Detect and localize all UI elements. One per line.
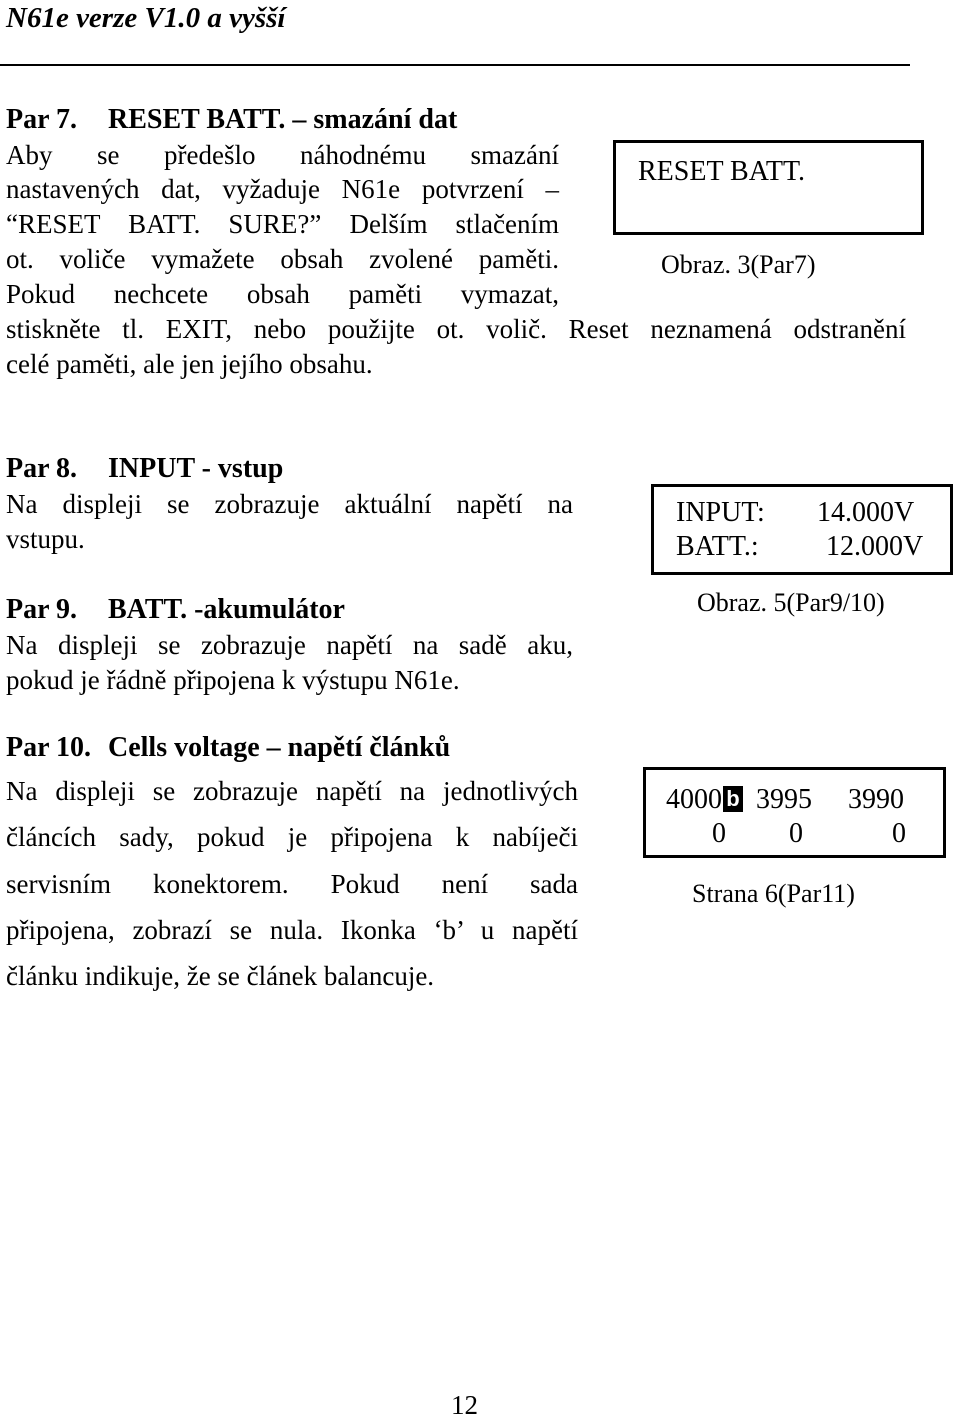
- batt-value: 12.000V: [826, 531, 924, 562]
- par7-heading: [6, 104, 457, 136]
- par8-number: Par 8.: [6, 453, 78, 484]
- balance-icon: b: [723, 786, 743, 812]
- cell-voltage-2: 3995: [756, 784, 812, 815]
- input-label: INPUT:: [676, 497, 765, 528]
- par7-line-1: Aby se předešlo náhodnému smazání: [6, 140, 559, 170]
- cells-voltage-display: [643, 767, 946, 858]
- par10-line-4: připojena, zobrazí se nula. Ikonka ‘b’ u napětí: [6, 915, 578, 945]
- par7-figure-caption: Obraz. 3(Par7): [661, 250, 816, 279]
- par8-heading: [6, 453, 283, 485]
- reset-batt-display: [613, 140, 924, 235]
- par7-line-3: “RESET BATT. SURE?” Delším stlačením: [6, 209, 559, 239]
- par10-figure-caption: Strana 6(Par11): [692, 879, 855, 908]
- cell-voltage-1: [666, 784, 743, 816]
- par9-number: Par 9.: [6, 594, 78, 625]
- reset-batt-display-text: RESET BATT.: [638, 156, 805, 187]
- par9-line-2: pokud je řádně připojena k výstupu N61e.: [6, 665, 460, 695]
- par9-title: BATT. -akumulátor: [108, 594, 345, 625]
- cell-voltage-1-value: 4000: [666, 784, 722, 815]
- input-batt-display: [651, 484, 953, 575]
- par7-line-2: nastavených dat, vyžaduje N61e potvrzení –: [6, 174, 559, 204]
- par10-line-1: Na displeji se zobrazuje napětí na jednotlivých: [6, 776, 578, 806]
- par8-line-2: vstupu.: [6, 524, 85, 554]
- par9-line-1: Na displeji se zobrazuje napětí na sadě aku,: [6, 630, 573, 660]
- par7-line-6: stiskněte tl. EXIT, nebo použijte ot. volič. Reset neznamená odstranění: [6, 314, 906, 344]
- par10-number: Par 10.: [6, 732, 92, 763]
- par10-line-5: článku indikuje, že se článek balancuje.: [6, 961, 435, 991]
- cell-voltage-3: 3990: [848, 784, 904, 815]
- cell-row2-1: 0: [712, 818, 726, 849]
- par9-figure-caption: Obraz. 5(Par9/10): [697, 588, 885, 617]
- par7-number: Par 7.: [6, 104, 78, 135]
- par10-heading: [6, 732, 450, 764]
- par7-line-4: ot. voliče vymažete obsah zvolené paměti.: [6, 244, 559, 274]
- batt-label: BATT.:: [676, 531, 759, 562]
- par10-line-2: článcích sady, pokud je připojena k nabíječi: [6, 822, 578, 852]
- input-value: 14.000V: [817, 497, 915, 528]
- cell-row2-2: 0: [789, 818, 803, 849]
- header-divider: [0, 64, 910, 66]
- par7-title: RESET BATT. – smazání dat: [108, 104, 458, 135]
- par7-line-7: celé paměti, ale jen jejího obsahu.: [6, 349, 373, 379]
- par8-line-1: Na displeji se zobrazuje aktuální napětí na: [6, 489, 573, 519]
- par8-title: INPUT - vstup: [108, 453, 284, 484]
- page-header-title: N61e verze V1.0 a vyšší: [6, 2, 286, 34]
- cell-row2-3: 0: [892, 818, 906, 849]
- page-number: 12: [451, 1390, 478, 1420]
- par10-line-3: servisním konektorem. Pokud není sada: [6, 869, 578, 899]
- par7-line-5: Pokud nechcete obsah paměti vymazat,: [6, 279, 559, 309]
- par10-title: Cells voltage – napětí článků: [108, 732, 451, 763]
- par9-heading: [6, 594, 345, 626]
